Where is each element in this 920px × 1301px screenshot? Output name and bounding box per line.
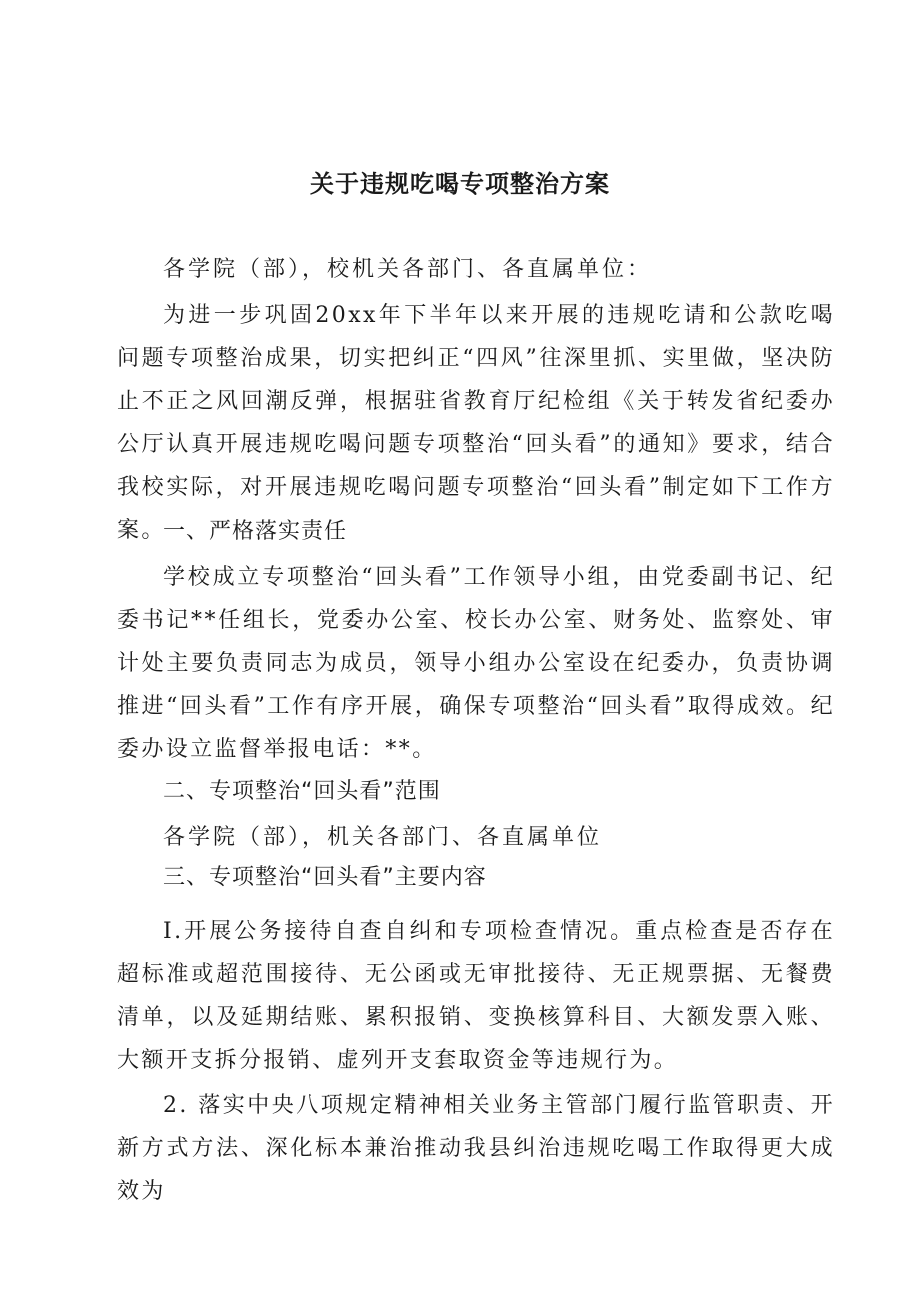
section-heading-2: 二、专项整治“回头看”范围	[163, 779, 441, 804]
content-item-1: I.开展公务接待自查自纠和专项检查情况。重点检查是否存在超标准或超范围接待、无公函或无审批接待、无正规票据、无餐费清单，以及延期结账、累积报销、变换核算科目、大额发票入账、大额开支拆分报销、虚列开支套取资金等违规行为。	[117, 919, 835, 1073]
content-item-2: 2. 落实中央八项规定精神相关业务主管部门履行监管职责、开新方式方法、深化标本兼治推动我县纠治违规吃喝工作取得更大成效为	[117, 1093, 835, 1204]
section-heading-3: 三、专项整治“回头看”主要内容	[163, 865, 487, 890]
section-heading-1: 一、严格落实责任	[163, 519, 348, 544]
document-title: 关于违规吃喝专项整治方案	[310, 170, 610, 198]
section-1-paragraph: 学校成立专项整治“回头看”工作领导小组，由党委副书记、纪委书记**任组长，党委办公室、校长办公室、财务处、监察处、审计处主要负责同志为成员，领导小组办公室设在纪委办，负责协调推进“回头看”工作有序开展，确保专项整治“回头看”取得成效。纪委办设立监督举报电话：**。	[117, 565, 835, 762]
section-2-paragraph: 各学院（部），机关各部门、各直属单位	[163, 825, 603, 850]
intro-paragraph: 为进一步巩固20xx年下半年以来开展的违规吃请和公款吃喝问题专项整治成果，切实把纠正“四风”往深里抓、实里做，坚决防止不正之风回潮反弹，根据驻省教育厅纪检组《关于转发省纪委办公厅认真开展违规吃喝问题专项整治“回头看”的通知》要求，结合我校实际，对开展违规吃喝问题专项整治“回头看”制定如下工作方案。	[117, 303, 835, 543]
salutation: 各学院（部），校机关各部门、各直属单位：	[163, 257, 653, 282]
